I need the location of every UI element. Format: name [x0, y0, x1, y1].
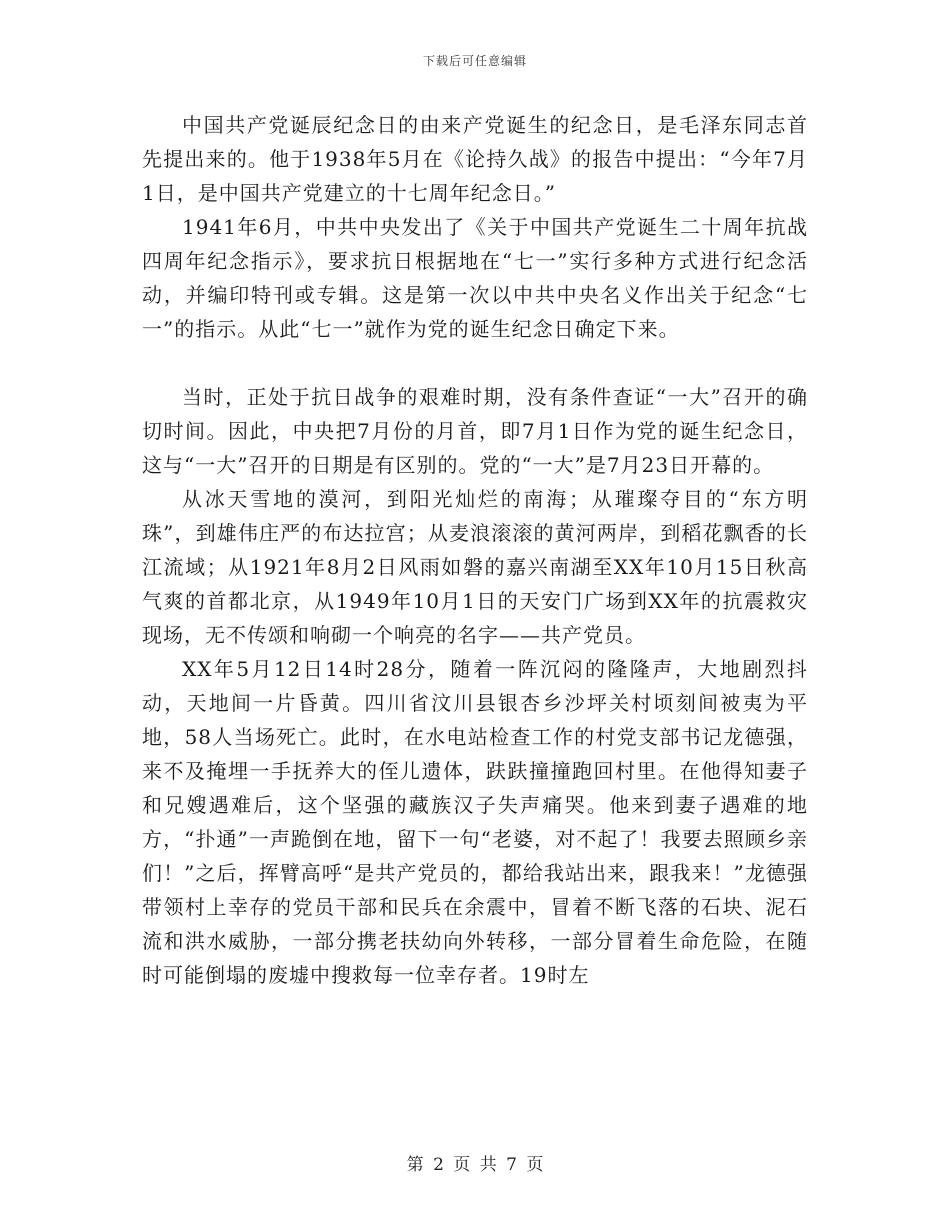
paragraph-1941-directive: 1941年6月，中共中央发出了《关于中国共产党诞生二十周年抗战四周年纪念指示》，要求抗日根据地在“七一”实行多种方式进行纪念活动，并编印特刊或专辑。这是第一次以中共中央名义作出关于纪念“七一”的指示。从此“七一”就作为党的诞生纪念日确定下来。: [142, 215, 808, 341]
page-header-note: 下载后可任意编辑: [422, 54, 527, 68]
paragraph-earthquake: XX年5月12日14时28分，随着一阵沉闷的隆隆声，大地剧烈抖动，天地间一片昏黄。四川省汶川县银杏乡沙坪关村顷刻间被夷为平地，58人当场死亡。此时，在水电站检查工作的村党支部书记龙德强，来不及掩埋一手抚养大的侄儿遗体，趺趺撞撞跑回村里。在他得知妻子和兄嫂遇难后，这个坚强的藏族汉子失声痛哭。他来到妻子遇难的地方，“扑通”一声跪倒在地，留下一句“老婆，对不起了！我要去照顾乡亲们！”之后，挥臂高呼“是共产党员的，都给我站出来，跟我来！”龙德强带领村上幸存的党员干部和民兵在余震中，冒着不断飞落的石块、泥石流和洪水威胁，一部分携老扶幼向外转移，一部分冒着生命危险，在随时可能倒塌的废墟中搜救每一位幸存者。19时左: [142, 657, 808, 987]
paragraph-origin: 中国共产党诞辰纪念日的由来产党诞生的纪念日，是毛泽东同志首先提出来的。他于1938年5月在《论持久战》的报告中提出：“今年7月1日，是中国共产党建立的十七周年纪念日。”: [142, 113, 808, 205]
page-number: 第 2 页 共 7 页: [406, 1155, 544, 1175]
document-body: [142, 108, 808, 992]
paragraph-nationwide: 从冰天雪地的漠河，到阳光灿烂的南海；从璀璨夺目的“东方明珠”，到雄伟庄严的布达拉宫；从麦浪滚滚的黄河两岸，到稻花飘香的长江流域；从1921年8月2日风雨如磐的嘉兴南湖至XX年10月15日秋高气爽的首都北京，从1949年10月1日的天安门广场到XX年的抗震救灾现场，无不传颂和响砌一个响亮的名字——共产党员。: [142, 487, 808, 647]
paragraph-anti-japanese-war: 当时，正处于抗日战争的艰难时期，没有条件查证“一大”召开的确切时间。因此，中央把7月份的月首，即7月1日作为党的诞生纪念日，这与“一大”召开的日期是有区别的。党的“一大”是7月23日开幕的。: [142, 385, 808, 477]
